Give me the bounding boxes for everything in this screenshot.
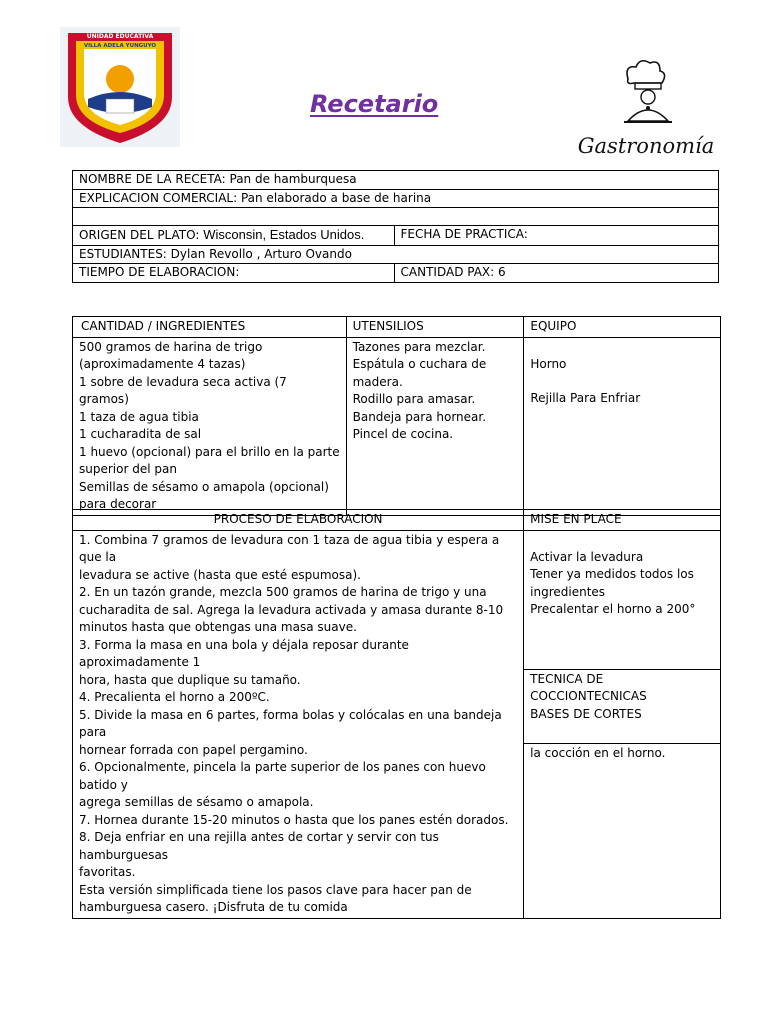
practice-date: FECHA DE PRACTICA: (394, 226, 718, 246)
header-utensils: UTENSILIOS (346, 317, 524, 338)
gastronomy-logo (578, 55, 714, 165)
step-line: 1. Combina 7 gramos de levadura con 1 taza de agua tibia y espera a que la (79, 532, 500, 564)
origin-value: Wisconsin, Estados Unidos. (203, 227, 365, 242)
cloche-icon (628, 110, 668, 121)
step-line: levadura se active (hasta que esté espumosa). (79, 567, 361, 582)
ingredient-line: (aproximadamente 4 tazas) (79, 357, 246, 371)
mise-line: Precalentar el horno a 200° (530, 602, 696, 616)
mise-line: ingredientes (530, 584, 606, 599)
recipe-name: NOMBRE DE LA RECETA: Pan de hamburquesa (73, 171, 719, 190)
step-line: hora, hasta que duplique su tamaño. (79, 672, 301, 687)
process-steps (73, 530, 524, 918)
page-title: Recetario (310, 90, 439, 118)
ingredient-line: 1 cucharadita de sal (79, 427, 202, 441)
step-line: agrega semillas de sésamo o amapola. (79, 795, 314, 809)
utensil-line: Pincel de cocina. (352, 427, 454, 441)
step-line: minutos hasta que obtengas una masa suave. (79, 620, 357, 634)
header-ingredients: CANTIDAD / INGREDIENTES (73, 317, 347, 338)
step-line: hornear forrada con papel pergamino. (79, 742, 308, 757)
step-line: favoritas. (79, 865, 136, 879)
elaboration-time: TIEMPO DE ELABORACION: (73, 264, 395, 283)
technique-header-line1: TECNICA DE COCCIONTECNICAS (530, 671, 647, 703)
recipe-info-table (72, 170, 719, 283)
chef-hat-icon (627, 61, 665, 84)
equipment-line: Horno (530, 356, 567, 371)
header-process: PROCESO DE ELABORACION (73, 510, 524, 531)
technique-value: la cocción en el horno. (524, 744, 721, 918)
ingredient-line: Semillas de sésamo o amapola (opcional) (79, 479, 329, 494)
step-line: Esta versión simplificada tiene los pasos clave para hacer pan de (79, 882, 472, 897)
step-line: hamburguesa casero. ¡Disfruta de tu comida (79, 900, 348, 914)
step-line: 2. En un tazón grande, mezcla 500 gramos de harina de trigo y una (79, 585, 487, 599)
utensil-line: Rodillo para amasar. (352, 392, 476, 406)
step-line: cucharadita de sal. Agrega la levadura activada y amasa durante 8-10 (79, 602, 504, 617)
pax-count: CANTIDAD PAX: 6 (394, 264, 718, 283)
equipment-list (524, 337, 721, 515)
mise-line: Tener ya medidos todos los (530, 567, 694, 581)
process-table (72, 509, 721, 919)
ingredients-list (73, 337, 347, 515)
header-equipment: EQUIPO (524, 317, 721, 338)
ingredient-line: superior del pan (79, 462, 177, 476)
ingredient-line: para decorar (79, 497, 157, 511)
empty-row (73, 208, 719, 226)
utensil-line: madera. (352, 374, 403, 389)
utensils-list (346, 337, 524, 515)
gastronomy-logo-text: Gastronomía (578, 134, 714, 158)
ingredient-line: 500 gramos de harina de trigo (79, 339, 263, 354)
commercial-explanation: EXPLICACION COMERCIAL: Pan elaborado a base de harina (73, 189, 719, 208)
utensil-line: Tazones para mezclar. (352, 339, 486, 354)
logo-school-line2: VILLA ADELA YUNGUYO (83, 43, 157, 49)
utensil-line: Espátula o cuchara de (352, 357, 487, 371)
equipment-line: Rejilla Para Enfriar (530, 391, 641, 405)
step-line: 8. Deja enfriar en una rejilla antes de cortar y servir con tus hamburguesas (79, 830, 439, 862)
ingredient-line: 1 sobre de levadura seca activa (7 gramos) (79, 374, 287, 406)
school-logo (60, 27, 180, 147)
origin-cell (73, 226, 395, 246)
technique-header (524, 669, 721, 744)
step-line: 7. Hornea durante 15-20 minutos o hasta que los panes estén dorados. (79, 812, 509, 827)
step-line: 6. Opcionalmente, pincela la parte superior de los panes con huevo batido y (79, 760, 486, 792)
step-line: 3. Forma la masa en una bola y déjala reposar durante aproximadamente 1 (79, 637, 409, 669)
origin-label: ORIGEN DEL PLATO: (79, 228, 200, 242)
logo-school-line1: UNIDAD EDUCATIVA (86, 33, 154, 40)
mise-en-place-list (524, 530, 721, 669)
students: ESTUDIANTES: Dylan Revollo , Arturo Ovando (73, 245, 719, 264)
ingredients-table (72, 316, 721, 516)
ingredient-line: 1 taza de agua tibia (79, 409, 199, 424)
mise-line: Activar la levadura (530, 549, 644, 564)
ingredient-line: 1 huevo (opcional) para el brillo en la parte (79, 444, 340, 459)
utensil-line: Bandeja para hornear. (352, 409, 487, 424)
technique-header-line2: BASES DE CORTES (530, 706, 642, 721)
header-mise-en-place: MISE EN PLACE (524, 510, 721, 531)
step-line: 4. Precalienta el horno a 200ºC. (79, 690, 270, 704)
step-line: 5. Divide la masa en 6 partes, forma bolas y colócalas en una bandeja para (79, 707, 502, 739)
